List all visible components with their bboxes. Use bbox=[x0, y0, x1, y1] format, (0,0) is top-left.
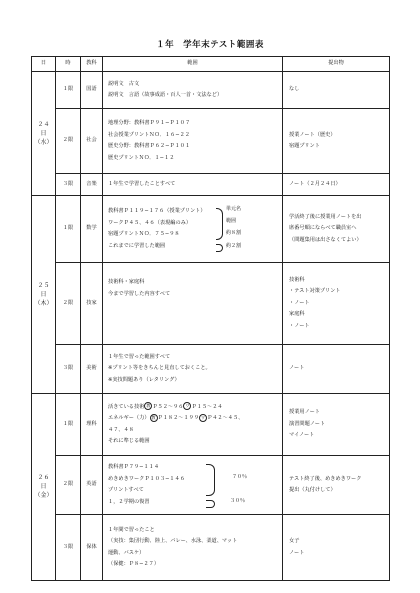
table-row bbox=[32, 515, 390, 581]
table-row bbox=[32, 196, 390, 263]
submit-cell: 女子 ノート bbox=[283, 515, 390, 581]
subject-cell: 美術 bbox=[81, 345, 103, 394]
period-cell: ３限 bbox=[56, 345, 81, 394]
range-cell: 技術科・家庭科 今まで学習した内容すべて bbox=[103, 263, 283, 345]
submit-cell: 学活終了後に授業用ノートを出 席番号順にならべて職員室へ （問題集用は出さなくてよい） bbox=[283, 196, 390, 263]
subject-cell: 音楽 bbox=[81, 174, 103, 196]
period-cell: １限 bbox=[56, 394, 81, 456]
range-cell: 教科書Ｐ７９−１１４ めきめきワークＰ１０３−１４６ プリントすべて １，２学期の復習 ７０％ ３０％ bbox=[103, 456, 283, 515]
bracket-main bbox=[216, 208, 223, 240]
submit-cell: ノート（２月２４日） bbox=[283, 174, 390, 196]
table-row bbox=[32, 394, 390, 456]
workbook-mark: ワ bbox=[185, 403, 190, 408]
table-row bbox=[32, 174, 390, 196]
note-label: 約２割 bbox=[226, 243, 242, 249]
range-cell: 教科書Ｐ１１９−１７６（授業プリント） ワークＰ４５、４６（表現編のみ） 宿題プリントＮＯ．７５−９８ これまでに学習した範囲 単元名 範囲 約８割 約２割 bbox=[103, 196, 283, 263]
submit-cell: 授業用ノート 演習問題ノート マイノート bbox=[283, 394, 390, 456]
note-label: ７０％ bbox=[232, 474, 248, 480]
subject-cell: 技家 bbox=[81, 263, 103, 345]
range-cell: １年生で学習したことすべて bbox=[103, 174, 283, 196]
range-cell: １年間で習ったこと （実技：集団行動、陸上、バレー、水泳、柔道、マット 運動、バスケ） （保健：Ｐ８−２７） bbox=[103, 515, 283, 581]
subject-cell: 英語 bbox=[81, 456, 103, 515]
schedule-table bbox=[31, 56, 390, 581]
header-range: 範囲 bbox=[103, 57, 283, 72]
table-row bbox=[32, 456, 390, 515]
range-cell: 活きている技術 教 Ｐ５２〜９６ ワ Ｐ１５〜２４ エネルギー（力） 教 Ｐ１８２〜１９９ ワ Ｐ４２〜４５、 ４７、４８ それに準じる範囲 bbox=[103, 394, 283, 456]
period-cell: ２限 bbox=[56, 263, 81, 345]
bracket-70 bbox=[206, 464, 215, 496]
range-cell: １年生で習った範囲すべて ※プリント等をきちんと見直しておくこと。 ※実技問題あり（レタリング） bbox=[103, 345, 283, 394]
submit-cell: 授業ノート（歴史） 宿題プリント bbox=[283, 109, 390, 174]
table-row bbox=[32, 263, 390, 345]
submit-cell: 技術科 ・テスト対策プリント ・ノート 家庭科 ・ノート bbox=[283, 263, 390, 345]
range-cell: 説明文 古文 説明文 言語（故事成語・百人一首・文法など） bbox=[103, 72, 283, 109]
submit-cell: なし bbox=[283, 72, 390, 109]
header-row bbox=[32, 57, 390, 72]
textbook-mark: 教 bbox=[151, 414, 156, 420]
subject-cell: 国語 bbox=[81, 72, 103, 109]
day-cell: ２５ 日 （木） bbox=[32, 196, 56, 394]
header-period: 時 bbox=[56, 57, 81, 72]
note-label: 単元名 bbox=[226, 206, 242, 212]
day-cell: ２４ 日 （水） bbox=[32, 72, 56, 196]
period-cell: １限 bbox=[56, 196, 81, 263]
page-title: １年 学年末テスト範囲表 bbox=[156, 40, 264, 50]
period-cell: ３限 bbox=[56, 174, 81, 196]
period-cell: ３限 bbox=[56, 515, 81, 581]
table-row bbox=[32, 72, 390, 109]
textbook-mark: 教 bbox=[146, 403, 151, 408]
period-cell: ２限 bbox=[56, 456, 81, 515]
note-label: 約８割 bbox=[226, 230, 242, 236]
period-cell: ２限 bbox=[56, 109, 81, 174]
period-cell: １限 bbox=[56, 72, 81, 109]
subject-cell: 数学 bbox=[81, 196, 103, 263]
bracket-30 bbox=[206, 500, 215, 508]
subject-cell: 理科 bbox=[81, 394, 103, 456]
range-cell: 地理分野：教科書Ｐ９１−Ｐ１０７ 社会授業プリントＮＯ．１６−２２ 歴史分野：教科書Ｐ６２−Ｐ１０１ 歴史プリントＮＯ．１−１２ bbox=[103, 109, 283, 174]
submit-cell: テスト終了後、めきめきワーク 提出（丸付けして） bbox=[283, 456, 390, 515]
workbook-mark: ワ bbox=[201, 414, 206, 420]
note-label: ３０％ bbox=[230, 498, 246, 504]
header-day: 日 bbox=[32, 57, 56, 72]
submit-cell: ノート bbox=[283, 345, 390, 394]
table-row bbox=[32, 345, 390, 394]
header-subject: 教科 bbox=[81, 57, 103, 72]
header-submit: 提出物 bbox=[283, 57, 390, 72]
subject-cell: 社会 bbox=[81, 109, 103, 174]
note-label: 範囲 bbox=[226, 218, 237, 224]
day-cell: ２６ 日 （金） bbox=[32, 394, 56, 581]
table-row bbox=[32, 109, 390, 174]
subject-cell: 保体 bbox=[81, 515, 103, 581]
